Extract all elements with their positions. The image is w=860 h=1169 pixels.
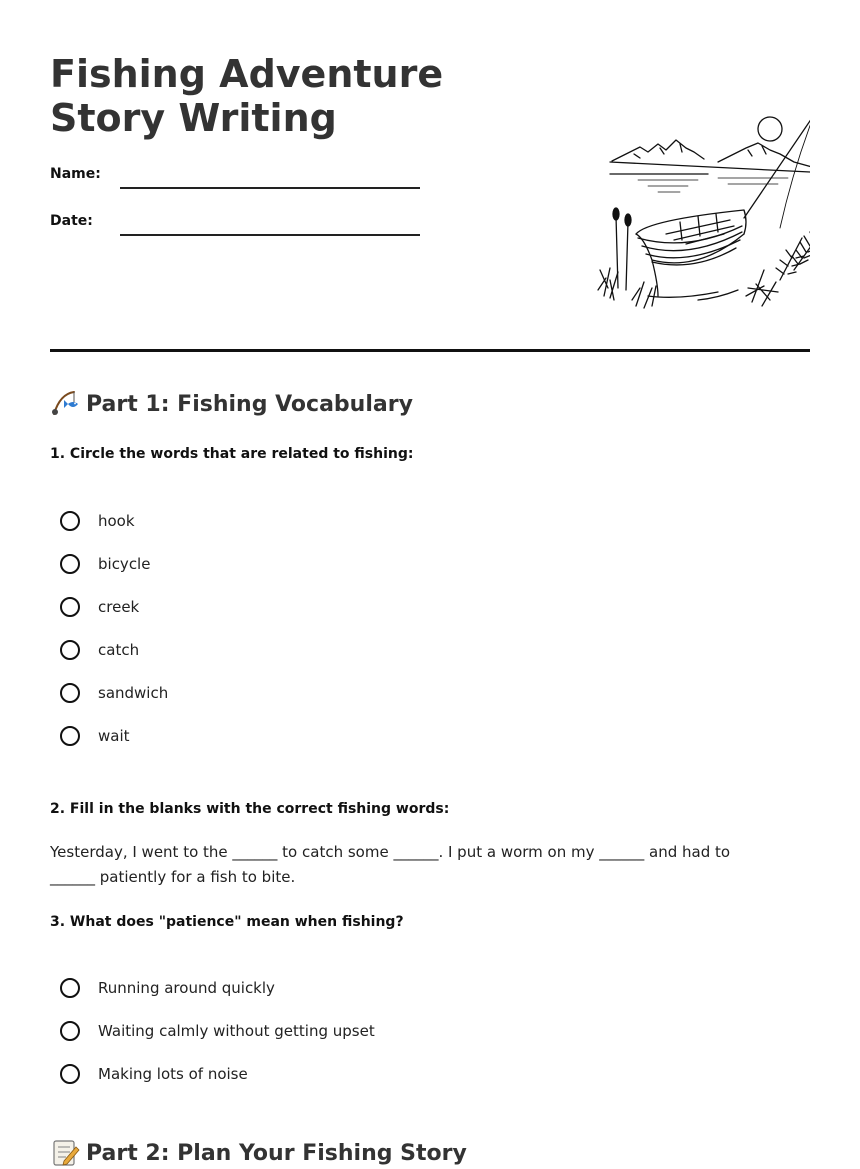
boat-lake-illustration xyxy=(548,110,810,310)
option-label: catch xyxy=(98,641,140,659)
option-waiting-calmly[interactable] xyxy=(60,1020,560,1063)
option-label: Waiting calmly without getting upset xyxy=(98,1022,375,1040)
option-making-noise[interactable] xyxy=(60,1063,560,1106)
question-1-options xyxy=(60,510,560,768)
option-bicycle[interactable] xyxy=(60,553,560,596)
page-title: Fishing Adventure Story Writing xyxy=(50,52,444,140)
part1-heading xyxy=(50,390,413,420)
option-wait[interactable] xyxy=(60,725,560,768)
name-field[interactable] xyxy=(50,164,420,190)
part1-heading-text: Part 1: Fishing Vocabulary xyxy=(86,392,413,417)
option-creek[interactable] xyxy=(60,596,560,639)
option-label: creek xyxy=(98,598,140,616)
option-sandwich[interactable] xyxy=(60,682,560,725)
option-circle[interactable] xyxy=(60,1021,80,1041)
option-label: Running around quickly xyxy=(98,979,275,997)
question-3-prompt: 3. What does "patience" mean when fishing? xyxy=(50,914,404,930)
option-circle[interactable] xyxy=(60,978,80,998)
question-1-prompt: 1. Circle the words that are related to fishing: xyxy=(50,446,414,462)
fishing-pole-icon xyxy=(50,388,80,418)
question-2-prompt: 2. Fill in the blanks with the correct fishing words: xyxy=(50,801,450,817)
part2-heading xyxy=(50,1139,467,1169)
option-label: hook xyxy=(98,512,135,530)
option-circle[interactable] xyxy=(60,597,80,617)
option-circle[interactable] xyxy=(60,511,80,531)
option-circle[interactable] xyxy=(60,726,80,746)
option-running[interactable] xyxy=(60,977,560,1020)
section-divider xyxy=(50,349,810,352)
name-label: Name: xyxy=(50,166,101,182)
option-circle[interactable] xyxy=(60,683,80,703)
option-label: sandwich xyxy=(98,684,169,702)
part2-heading-text: Part 2: Plan Your Fishing Story xyxy=(86,1141,467,1166)
question-3-options xyxy=(60,977,560,1106)
option-label: Making lots of noise xyxy=(98,1065,248,1083)
option-label: bicycle xyxy=(98,555,151,573)
option-circle[interactable] xyxy=(60,1064,80,1084)
date-field[interactable] xyxy=(50,211,420,237)
fill-in-blank-text: Yesterday, I went to the ______ to catch some ______. I put a worm on my ______ and had to ______ patiently for a fish to bite. xyxy=(50,843,731,886)
name-line[interactable] xyxy=(120,187,420,189)
date-line[interactable] xyxy=(120,234,420,236)
option-hook[interactable] xyxy=(60,510,560,553)
date-label: Date: xyxy=(50,213,93,229)
option-circle[interactable] xyxy=(60,554,80,574)
memo-icon xyxy=(50,1137,80,1167)
option-catch[interactable] xyxy=(60,639,560,682)
option-label: wait xyxy=(98,727,130,745)
option-circle[interactable] xyxy=(60,640,80,660)
